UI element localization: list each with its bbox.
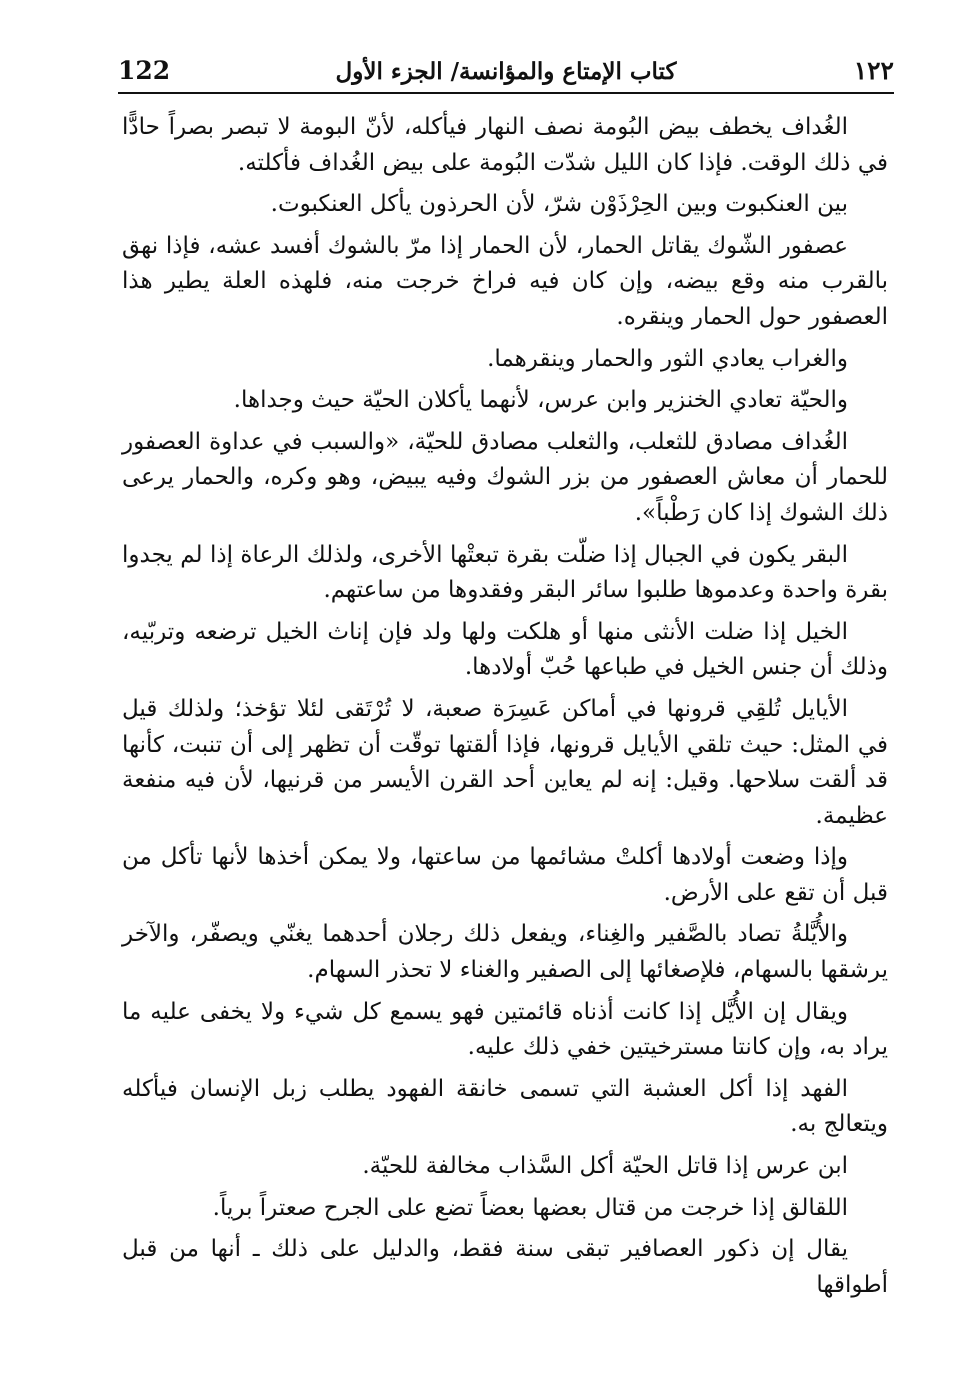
paragraph: الخيل إذا ضلت الأنثى منها أو هلكت ولها ولد فإن إناث الخيل ترضعه وتربّيه، وذلك أن جنس الخيل في طباعها حُبّ أولادها. [122,618,888,681]
paragraph: ابن عرس إذا قاتل الحيّة أكل السَّذاب مخالفة للحيّة. [362,1153,848,1180]
paragraph: ويقال إن الأُيَّل إذا كانت أذناه قائمتين فهو يسمع كل شيء ولا يخفى عليه ما يراد به، وإن كانتا مسترخيتين خفي ذلك عليه. [122,998,888,1061]
page-number-arabic: ١٢٢ [853,56,894,85]
running-title: كتاب الإمتاع والمؤانسة/ الجزء الأول [335,58,677,85]
paragraph: وإذا وضعت أولادها أكلتْ مشائمها من ساعتها، ولا يمكن أخذها لأنها تأكل من قبل أن تقع على الأرض. [122,844,888,906]
paragraph: والأُيَّلةُ تصاد بالصَّفير والغِناء، ويفعل ذلك رجلان أحدهما يغنّي ويصفّر، والآخر يرشقها بالسهام، فلإصغائها إلى الصفير والغناء لا تحذر السهام. [122,921,888,984]
paragraph: الغُداف مصادق للثعلب، والثعلب مصادق للحيّة، «والسبب في عداوة العصفور للحمار أن معاش العصفور من بزر الشوك وفيه يبيض، وهو وكره، والحمار يرعى ذلك الشوك إذا كان رَطْباً». [122,428,888,526]
paragraph: والغراب يعادي الثور والحمار وينقرهما. [487,345,848,372]
paragraph: الفهد إذا أكل العشبة التي تسمى خانقة الفهود يطلب زبل الإنسان فيأكله ويتعالج به. [122,1075,888,1138]
paragraph: يقال إن ذكور العصافير تبقى سنة فقط، والدليل على ذلك ـ أنها من قبل أطواقها [122,1236,888,1298]
page-number-latin: 122 [118,56,171,85]
header-divider [118,92,894,94]
paragraph: اللقالق إذا خرجت من قتال بعضها بعضاً تضع على الجرح صعتراً برياً. [212,1194,848,1221]
body-text [122,110,888,1309]
paragraph: البقر يكون في الجبال إذا ضلّت بقرة تبعتْها الأخرى، ولذلك الرعاة إذا لم يجدوا بقرة واحدة وعدموها طلبوا سائر البقر وفقدوها من ساعتهم. [122,541,888,604]
paragraph: الأيايل تُلقِي قرونها في أماكن عَسِرَة صعبة، لا تُرْتَقى لئلا تؤخذ؛ ولذلك قيل في المثل: حيث تلقي الأيايل قرونها، فإذا ألقتها توقّت أن تظهر إلى أن تنبت، كأنها قد ألقت سلاحها. وقيل: إنه لم يعاين أحد القرن الأيسر من قرنيها، لأن فيه منفعة عظيمة. [122,695,888,829]
paragraph: بين العنكبوت وبين الحِرْذَوْن شرّ، لأن الحرذون يأكل العنكبوت. [270,191,848,218]
paragraph: عصفور الشّوك يقاتل الحمار، لأن الحمار إذا مرّ بالشوك أفسد عشه، فإذا نهق بالقرب منه وقع بيضه، وإن كان فيه فراخ خرجت منه، فلهذه العلة يطير هذا العصفور حول الحمار وينقره. [122,232,888,330]
paragraph: والحيّة تعادي الخنزير وابن عرس، لأنهما يأكلان الحيّة حيث وجداها. [233,387,848,414]
running-header [118,52,894,92]
paragraph: الغُداف يخطف بيض البُومة نصف النهار فيأكله، لأنّ البومة لا تبصر بصراً حادًّا في ذلك الوقت. فإذا كان الليل شدّت البُومة على بيض الغُداف فأكلته. [122,114,888,176]
